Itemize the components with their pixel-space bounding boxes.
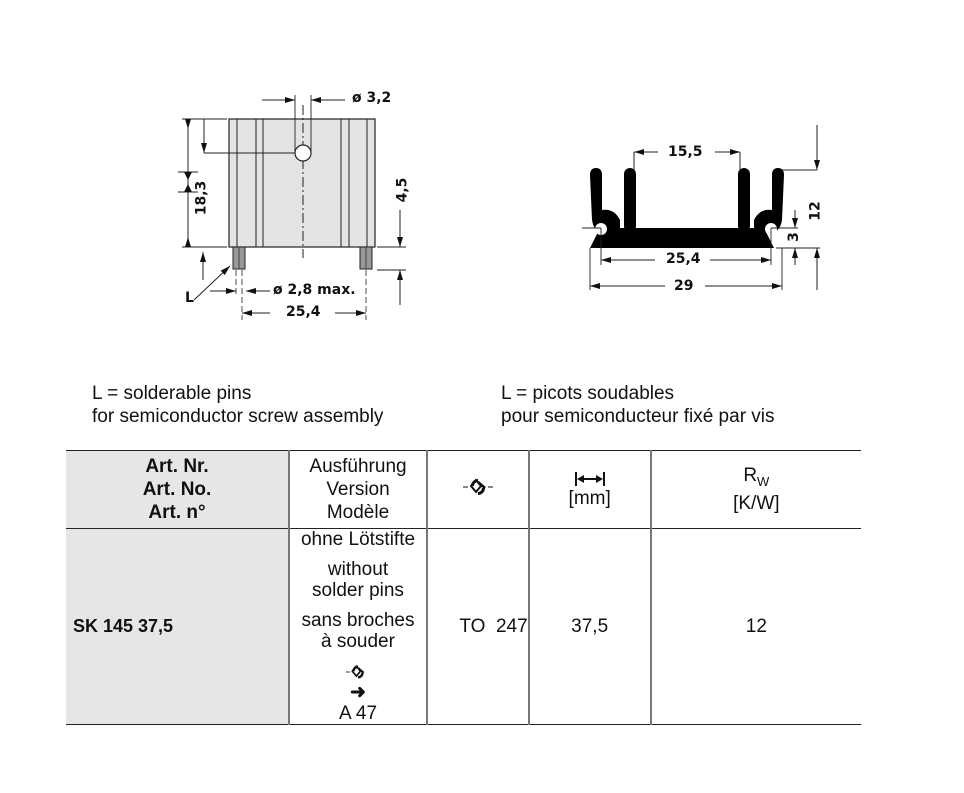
header-version: [289, 451, 427, 529]
cell-art-no: [66, 529, 289, 725]
rth-subscript: W: [757, 473, 770, 489]
rth-value: 12: [745, 615, 767, 637]
note-en-line2: for semiconductor screw assembly: [92, 406, 384, 427]
header-version-en: Version: [326, 479, 390, 500]
dim-base-thickness: 3: [785, 232, 802, 242]
package-value: TO 247: [459, 615, 528, 637]
header-length: [529, 451, 651, 529]
pin-label: L: [185, 290, 194, 306]
note-fr-line2: pour semiconducteur fixé par vis: [501, 406, 775, 427]
dim-hole-diameter: ø 3,2: [352, 90, 392, 106]
version-en-2: solder pins: [312, 580, 404, 601]
arrow-right-icon: ➜: [350, 682, 366, 703]
transistor-package-icon: [462, 476, 494, 498]
length-value: 37,5: [571, 615, 609, 637]
profile-drawing: [570, 120, 840, 310]
note-english: [92, 382, 383, 428]
rth-symbol: R: [743, 464, 758, 486]
header-art-de: Art. Nr.: [145, 456, 209, 477]
dim-total-width: 29: [674, 278, 694, 294]
table-row: [66, 529, 861, 725]
note-en-line1: L = solderable pins: [92, 383, 252, 404]
dim-inner-width: 15,5: [668, 144, 703, 160]
header-art-no: [66, 451, 289, 529]
header-length-unit: [mm]: [568, 487, 611, 509]
header-art-en: Art. No.: [142, 479, 212, 500]
note-french: [501, 382, 775, 428]
dim-pin-length: 4,5: [394, 177, 411, 203]
cell-version: [289, 529, 427, 725]
table-header-row: [66, 451, 861, 529]
transistor-package-icon: [345, 663, 371, 681]
header-rth-symbol: [652, 464, 861, 493]
version-en-1: without: [327, 559, 389, 580]
cell-package: [427, 529, 529, 725]
dim-hole-spacing: 25,4: [666, 251, 701, 267]
note-fr-line1: L = picots soudables: [501, 383, 675, 404]
header-version-fr: Modèle: [326, 502, 390, 523]
header-package: [427, 451, 529, 529]
art-no-value: SK 145 37,5: [73, 616, 174, 636]
spec-table: [66, 450, 861, 725]
header-rth-unit: [K/W]: [733, 493, 780, 515]
length-arrow-icon: [574, 470, 606, 488]
mount-reference: [290, 661, 426, 724]
dim-height: 18,3: [193, 180, 210, 216]
version-fr-1: sans broches: [301, 610, 415, 631]
version-de: ohne Lötstifte: [300, 529, 416, 550]
header-rth: [651, 451, 861, 529]
dim-pin-diameter: ø 2,8 max.: [273, 282, 356, 298]
dim-pin-spacing: 25,4: [286, 304, 321, 320]
dim-profile-height: 12: [807, 201, 824, 221]
header-art-fr: Art. n°: [148, 502, 206, 523]
version-fr-2: à souder: [321, 631, 395, 652]
header-version-de: Ausführung: [309, 456, 407, 477]
mount-ref-value: A 47: [338, 703, 378, 724]
cell-rth: [651, 529, 861, 725]
cell-length: [529, 529, 651, 725]
